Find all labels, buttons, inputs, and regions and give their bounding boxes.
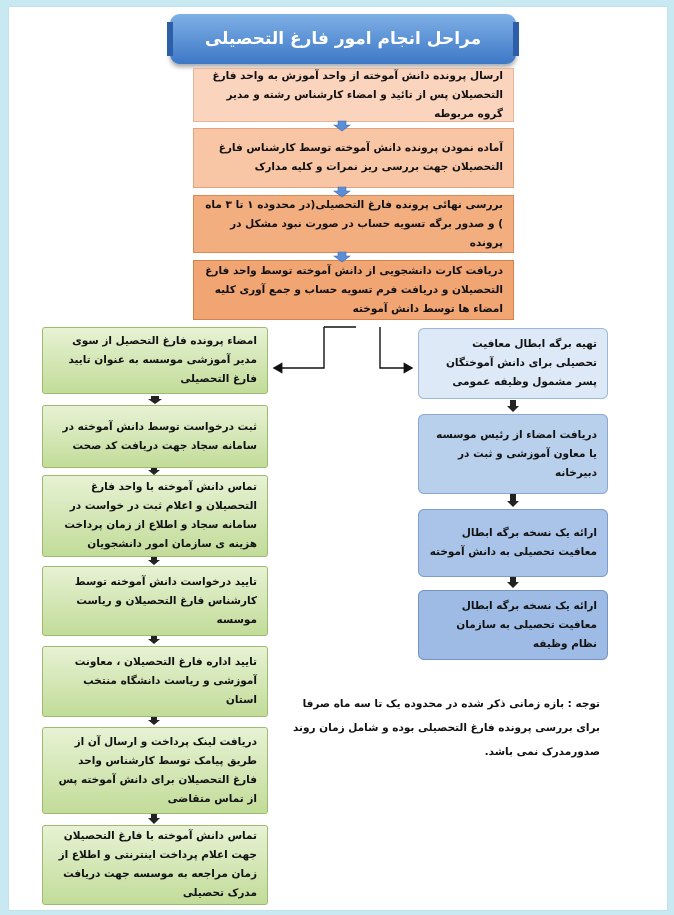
down-arrow-icon [334,252,350,262]
down-arrow-icon [148,396,162,404]
left-step-2-text: ثبت درخواست توسط دانش آموخته در سامانه سجاد جهت دریافت کد صحت [62,420,257,452]
page-title: مراحل انجام امور فارغ التحصیلی [204,29,482,49]
right-step-3-text: ارائه یک نسخه برگه ابطال معافیت تحصیلی به دانش آموخته [429,527,597,558]
left-branch-connector [274,327,324,368]
left-step-1-text: امضاء پرونده فارغ التحصیل از سوی مدیر آموزشی موسسه به عنوان تایید فارغ التحصیلی [68,335,257,385]
left-step-3-text: تماس دانش آموخته با واحد فارغ التحصیلان و اعلام ثبت در خواست در سامانه سجاد و اطلاع از زمان پرداخت هزینه ی سازمان امور دانشجویان [64,481,257,550]
right-step-1-text: تهیه برگه ابطال معافیت تحصیلی برای دانش آموختگان پسر مشمول وظیفه عمومی [445,338,597,388]
left-step-6-text: دریافت لینک پرداخت و ارسال آن از طریق پیامک توسط کارشناس واحد فارغ التحصیلان برای دانش آموخته پس از تماس متقاضی [58,735,257,805]
down-arrow-icon [507,494,519,507]
main-step-2-text: آماده نمودن پرونده دانش آموخته توسط کارشناس فارغ التحصیلان جهت بررسی ریز نمرات و کلیه مدارک [218,142,503,173]
down-arrow-icon [334,121,350,131]
right-step-4-text: ارائه یک نسخه برگه ابطال معافیت تحصیلی به سازمان نظام وظیفه [456,599,597,650]
down-arrow-icon [148,636,160,644]
left-step-5-text: تایید اداره فارغ التحصیلان ، معاونت آموزشی و ریاست دانشگاه منتخب استان [74,656,257,706]
right-step-2-text: دریافت امضاء از رئیس موسسه یا معاون آموزشی و ثبت در دبیرخانه [436,428,597,479]
down-arrow-icon [334,187,350,197]
down-arrow-icon [507,577,519,588]
main-step-3-text: بررسی نهائی پرونده فارغ التحصیلی(در محدوده ۱ تا ۳ ماه ) و صدور برگه تسویه حساب در صورت نبود مشکل در پرونده [205,198,503,249]
timing-note: توجه : بازه زمانی ذکر شده در محدوده یک تا سه ماه صرفا برای بررسی پرونده فارغ التحصیلی بوده و شامل زمان روند صدورمدرک نمی باشد. [292,698,600,758]
left-step-7-text: تماس دانش آموخته با فارغ التحصیلان جهت اعلام پرداخت اینترنتی و اطلاع از زمان مراجعه به موسسه جهت دریافت مدرک تحصیلی [58,830,257,899]
down-arrow-icon [148,468,160,475]
main-step-1-text: ارسال پرونده دانش آموخته از واحد آموزش به واحد فارغ التحصیلان پس از تائید و امضاء کارشناس رشته و مدیر گروه مربوطه [212,69,503,120]
down-arrow-icon [507,400,519,412]
down-arrow-icon [148,557,160,565]
down-arrow-icon [148,814,160,824]
left-step-4-text: تایید درخواست دانش آموخته توسط کارشناس فارغ التحصیلان و ریاست موسسه [74,575,257,626]
main-step-4-text: دریافت کارت دانشجویی از دانش آموخته توسط واحد فارغ التحصیلان و دریافت فرم تسویه حساب و جمع آوری کلیه امضاء ها توسط دانش آموخته [205,264,503,315]
down-arrow-icon [148,717,160,725]
right-branch-connector [380,327,412,368]
